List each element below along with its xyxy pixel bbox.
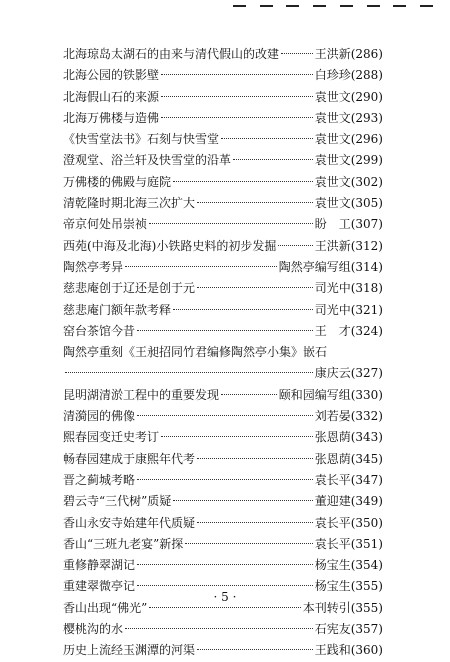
toc-entry [63,363,383,384]
toc-entry-title: 清乾隆时期北海三次扩大 [63,196,196,211]
toc-entry [63,150,383,171]
toc-entry-title: 窑台茶馆今昔 [63,323,136,338]
toc-entry-leader [221,138,313,139]
toc-entry-leader [197,522,313,523]
table-of-contents [63,44,383,662]
toc-entry [63,129,383,150]
toc-entry-author-page: 康庆云(327) [314,366,383,381]
toc-entry-leader [161,436,313,437]
toc-entry-title: 香山永安寺始建年代质疑 [63,515,196,530]
toc-entry-leader [125,628,313,629]
toc-entry-author-page: 司光中(318) [314,281,383,296]
toc-entry-leader [125,266,277,267]
toc-entry-author-page: 袁世文(290) [314,89,383,104]
toc-entry-title: 昆明湖清淤工程中的重要发现 [63,387,220,402]
toc-entry-title: 《快雪堂法书》石刻与快雪堂 [63,132,220,147]
toc-entry-leader [137,585,313,586]
toc-entry-author-page: 袁世文(296) [314,132,383,147]
toc-entry-leader [137,330,313,331]
toc-entry-title: 北海公园的铁影壁 [63,68,160,83]
toc-entry-leader [173,500,312,501]
toc-entry-leader [281,53,313,54]
toc-entry-leader [161,117,313,118]
toc-entry [63,534,383,555]
toc-entry-author-page: 袁世文(293) [314,110,383,125]
toc-entry-author-page: 陶然亭编写组(314) [278,259,383,274]
toc-entry-author-page: 董迎建(349) [314,494,383,509]
toc-entry [63,449,383,470]
toc-entry-title: 历史上流经玉渊潭的河渠 [63,643,196,658]
toc-entry-author-page: 白珍珍(288) [314,68,383,83]
toc-entry-author-page: 张恩荫(343) [314,430,383,445]
toc-entry [63,87,383,108]
toc-entry-author-page: 司光中(321) [314,302,383,317]
toc-entry-leader [173,181,313,182]
toc-entry-author-page: 袁长平(350) [314,515,383,530]
toc-entry-author-page: 张恩荫(345) [314,451,383,466]
toc-entry [63,491,383,512]
toc-entry-author-page: 王洪新(312) [314,238,383,253]
toc-entry-leader [161,96,313,97]
toc-entry-leader [149,607,300,608]
toc-entry-leader [197,287,313,288]
toc-entry [63,406,383,427]
toc-entry-leader [197,458,313,459]
toc-entry-author-page: 王洪新(286) [314,47,383,61]
toc-entry-leader [149,223,313,224]
toc-entry-title: 澄观堂、浴兰轩及快雪堂的沿革 [63,153,232,168]
toc-entry [63,44,383,65]
toc-entry-leader [221,394,277,395]
toc-entry-author-page: 袁世文(305) [314,196,383,211]
toc-entry-leader [197,202,313,203]
toc-entry-title: 慈悲庵门额年款考释 [63,302,172,317]
toc-entry-title: 北海万佛楼与造佛 [63,110,160,125]
toc-entry-leader [185,543,312,544]
toc-entry [63,172,383,193]
toc-entry-author-page: 王践和(360) [314,643,383,658]
toc-entry-author-page: 袁世文(302) [314,174,383,189]
toc-entry-author-page: 盼 工(307) [314,217,383,232]
toc-entry-leader [173,309,313,310]
toc-entry-title: 北海琼岛太湖石的由来与清代假山的改建 [63,47,280,61]
toc-entry [63,619,383,640]
toc-entry-author-page: 颐和园编写组(330) [278,387,383,402]
toc-entry-title: 慈悲庵创于辽还是创于元 [63,281,196,296]
toc-entry [63,342,383,363]
toc-entry-title: 畅春园建成于康熙年代考 [63,451,196,466]
toc-entry-title: 陶然亭重刻《王昶招同竹君编修陶然亭小集》嵌石 [63,345,328,360]
toc-entry-leader [278,245,312,246]
toc-entry [63,300,383,321]
toc-entry [63,640,383,661]
toc-entry-title: 陶然亭考异 [63,259,124,274]
toc-entry-title: 熙春园变迁史考订 [63,430,160,445]
toc-entry-author-page: 袁长平(347) [314,472,383,487]
toc-entry-title: 樱桃沟的水 [63,622,124,637]
toc-entry [63,513,383,534]
toc-entry [63,385,383,406]
toc-entry [63,214,383,235]
toc-entry-author-page: 石宪友(357) [314,622,383,637]
toc-entry [63,236,383,257]
toc-entry-title: 香山“三班九老宴”新探 [63,536,184,551]
toc-entry-title: 西苑(中海及北海)小铁路史料的初步发掘 [63,238,277,253]
toc-entry-title: 晋之蓟城考略 [63,472,136,487]
toc-entry-leader [137,415,313,416]
toc-entry-author-page: 袁世文(299) [314,153,383,168]
toc-entry [63,555,383,576]
top-edge-dashes [233,5,433,9]
toc-entry-leader [233,159,313,160]
toc-entry [63,278,383,299]
toc-entry-author-page: 袁长平(351) [314,536,383,551]
toc-entry-author-page: 王 才(324) [314,323,383,338]
toc-entry [63,321,383,342]
toc-entry-title: 重修静翠湖记 [63,558,136,573]
toc-entry-leader [137,479,313,480]
toc-entry [63,108,383,129]
toc-entry [63,427,383,448]
toc-entry-author-page: 刘若晏(332) [314,409,383,424]
toc-entry-author-page: 杨宝生(354) [314,558,383,573]
toc-entry-title: 碧云寺“三代树”质疑 [63,494,172,509]
toc-entry-leader [161,74,313,75]
toc-entry-title: 香山出现“佛光” [63,600,148,615]
toc-entry-title: 清漪园的佛像 [63,409,136,424]
toc-entry-title: 万佛楼的佛殿与庭院 [63,174,172,189]
toc-entry-leader [137,564,313,565]
toc-entry-leader [197,649,313,650]
toc-entry-title: 北海假山石的来源 [63,89,160,104]
toc-entry-title: 帝京何处吊崇祯 [63,217,148,232]
toc-entry-author-page: 杨宝生(355) [314,579,383,594]
toc-entry [63,470,383,491]
toc-entry-leader [65,372,313,373]
toc-entry [63,65,383,86]
toc-entry [63,193,383,214]
page-number: · 5 · [213,590,237,604]
toc-entry [63,257,383,278]
toc-entry-title: 重建翠微亭记 [63,579,136,594]
toc-entry-author-page: 本刊转引(355) [302,600,383,615]
